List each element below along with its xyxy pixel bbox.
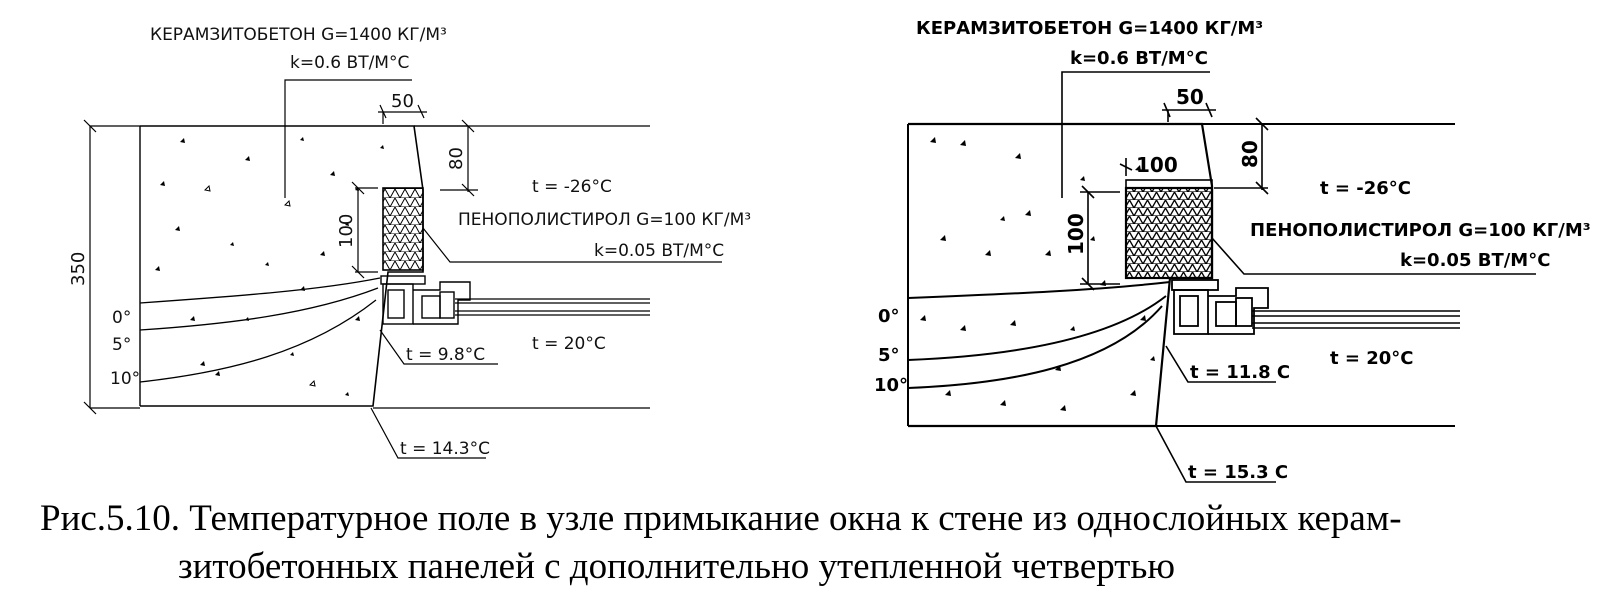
left-dim-50-label: 50 xyxy=(391,91,414,112)
right-dim-80-label: 80 xyxy=(1238,140,1262,168)
left-t-corner: t = 14.3°С xyxy=(400,439,490,459)
right-concrete-label: КЕРАМЗИТОБЕТОН G=1400 КГ/М³ xyxy=(916,18,1264,39)
left-t-outside: t = -26°С xyxy=(532,177,612,197)
right-dim-100-label: 100 xyxy=(1064,213,1088,255)
left-isotherm-10 xyxy=(140,300,376,382)
left-iso-5-label: 5° xyxy=(112,335,132,355)
right-insul-k: k=0.05 ВТ/М°С xyxy=(1400,250,1551,271)
left-isotherms xyxy=(140,278,380,382)
left-t-window: t = 9.8°С xyxy=(406,345,486,365)
right-t-outside: t = -26°С xyxy=(1320,178,1411,199)
left-insul-k: k=0.05 ВТ/М°С xyxy=(594,241,725,261)
right-dim-50-label: 50 xyxy=(1176,85,1204,109)
right-window-frame xyxy=(1172,280,1268,334)
left-concrete-aggregate xyxy=(155,137,384,396)
left-concrete-label: КЕРАМЗИТОБЕТОН G=1400 КГ/М³ xyxy=(150,25,447,45)
left-dim-350-label: 350 xyxy=(68,251,89,286)
left-insulation-block xyxy=(383,188,423,270)
right-iso-5-label: 5° xyxy=(878,345,900,366)
right-isotherm-5 xyxy=(908,296,1166,360)
left-drawing xyxy=(68,25,751,459)
left-iso-10-label: 10° xyxy=(110,369,141,389)
left-insul-label: ПЕНОПОЛИСТИРОЛ G=100 КГ/М³ xyxy=(458,210,752,230)
right-insulation-block xyxy=(1126,188,1212,278)
left-t-inside: t = 20°С xyxy=(532,334,606,354)
left-iso-0-label: 0° xyxy=(112,308,132,328)
left-window-frame xyxy=(381,276,470,324)
right-t-inside: t = 20°С xyxy=(1330,348,1414,369)
right-iso-0-label: 0° xyxy=(878,306,900,327)
right-iso-10-label: 10° xyxy=(874,375,909,396)
left-wall-outline xyxy=(140,126,423,406)
figure-caption-line-1: Рис.5.10. Температурное поле в узле примыкание окна к стене из однослойных керам- xyxy=(40,498,1402,539)
right-t-corner: t = 15.3 С xyxy=(1188,462,1289,483)
right-dim-100-top-label: 100 xyxy=(1136,153,1178,177)
left-dim-100-label: 100 xyxy=(336,213,357,248)
figure-caption-line-2: зитобетонных панелей с дополнительно утепленной четвертью xyxy=(178,546,1175,587)
left-glazing xyxy=(455,299,650,315)
right-isotherms xyxy=(908,282,1170,388)
left-concrete-k: k=0.6 ВТ/М°С xyxy=(290,53,410,73)
right-t-window: t = 11.8 С xyxy=(1190,362,1291,383)
right-isotherm-0 xyxy=(908,282,1170,298)
right-glazing xyxy=(1252,311,1460,328)
right-dim-100-top xyxy=(1120,158,1132,176)
right-concrete-aggregate xyxy=(920,137,1155,411)
right-drawing xyxy=(874,18,1591,483)
left-dim-80-label: 80 xyxy=(446,147,467,170)
right-insulation-top-strip xyxy=(1126,180,1212,188)
right-insul-label: ПЕНОПОЛИСТИРОЛ G=100 КГ/М³ xyxy=(1250,220,1591,241)
right-concrete-k: k=0.6 ВТ/М°С xyxy=(1070,48,1208,69)
